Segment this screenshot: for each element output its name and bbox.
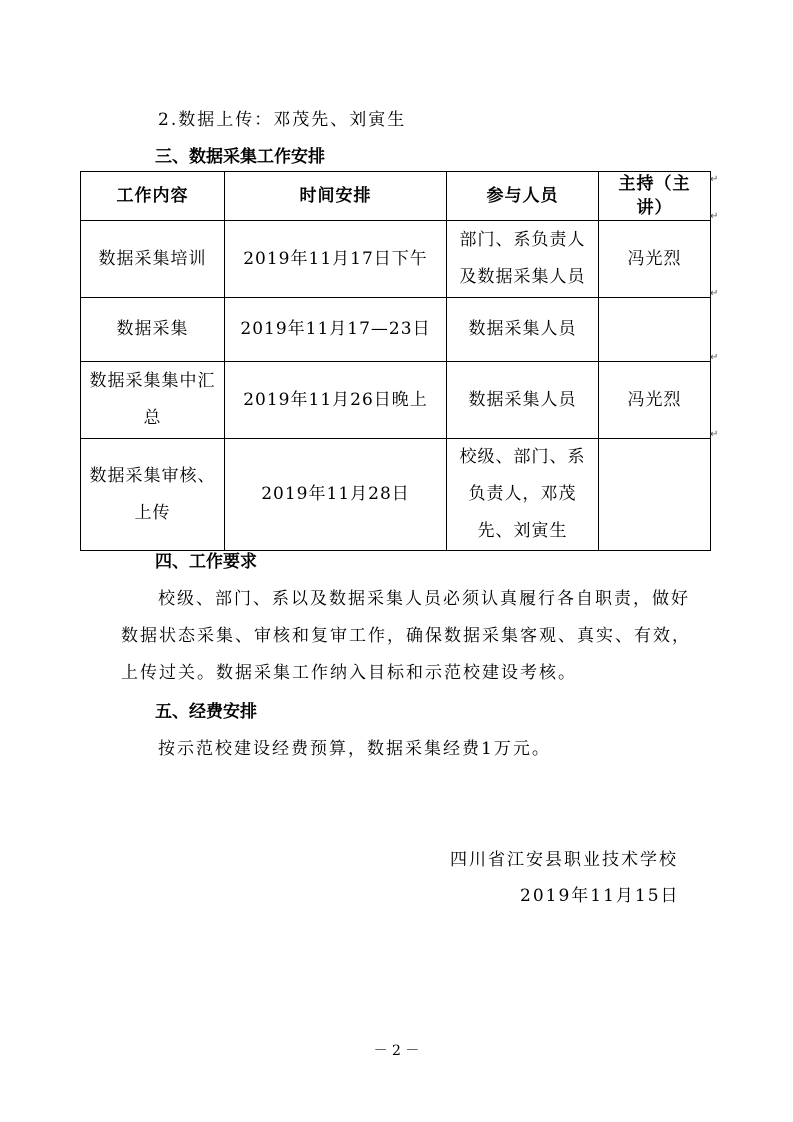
cell-people: 部门、系负责人及数据采集人员 xyxy=(447,221,599,298)
table-row xyxy=(81,439,711,551)
requirement-line-3: 上传过关。数据采集工作纳入目标和示范校建设考核。 xyxy=(121,663,577,683)
header-time: 时间安排 xyxy=(225,172,447,221)
cell-people: 数据采集人员 xyxy=(447,298,599,362)
schedule-table xyxy=(80,171,711,551)
header-people: 参与人员 xyxy=(447,172,599,221)
return-mark: ↵ xyxy=(710,288,719,299)
return-mark: ↵ xyxy=(710,211,719,222)
cell-host: 冯光烈 xyxy=(599,221,711,298)
signature-date: 2019年11月15日 xyxy=(520,886,680,906)
cell-time: 2019年11月17日下午 xyxy=(225,221,447,298)
header-host: 主持（主讲） xyxy=(599,172,711,221)
requirement-line-2: 数据状态采集、审核和复审工作，确保数据采集客观、真实、有效， xyxy=(121,626,691,646)
cell-time: 2019年11月28日 xyxy=(225,439,447,551)
header-content: 工作内容 xyxy=(81,172,225,221)
return-mark: ↵ xyxy=(710,429,719,440)
cell-content: 数据采集集中汇总 xyxy=(81,362,225,439)
cell-host: 冯光烈 xyxy=(599,362,711,439)
section-4-title: 四、工作要求 xyxy=(155,552,257,572)
cell-time: 2019年11月17—23日 xyxy=(225,298,447,362)
section-5-title: 五、经费安排 xyxy=(155,702,257,722)
cell-people: 校级、部门、系负责人，邓茂先、刘寅生 xyxy=(447,439,599,551)
funding-line: 按示范校建设经费预算，数据采集经费1万元。 xyxy=(158,739,551,759)
cell-content: 数据采集 xyxy=(81,298,225,362)
page-number: － 2 － xyxy=(373,1043,420,1059)
cell-content: 数据采集培训 xyxy=(81,221,225,298)
cell-time: 2019年11月26日晚上 xyxy=(225,362,447,439)
return-mark: ↵ xyxy=(710,174,719,185)
table-row xyxy=(81,221,711,298)
cell-content: 数据采集审核、上传 xyxy=(81,439,225,551)
section-3-title: 三、数据采集工作安排 xyxy=(155,147,325,167)
table-header-row xyxy=(81,172,711,221)
upload-line: 2.数据上传：邓茂先、刘寅生 xyxy=(158,110,407,130)
return-mark: ↵ xyxy=(710,352,719,363)
table-row xyxy=(81,298,711,362)
cell-host xyxy=(599,439,711,551)
requirement-line-1: 校级、部门、系以及数据采集人员必须认真履行各自职责，做好 xyxy=(158,589,690,609)
table-row xyxy=(81,362,711,439)
signature-org: 四川省江安县职业技术学校 xyxy=(450,850,678,870)
cell-people: 数据采集人员 xyxy=(447,362,599,439)
cell-host xyxy=(599,298,711,362)
